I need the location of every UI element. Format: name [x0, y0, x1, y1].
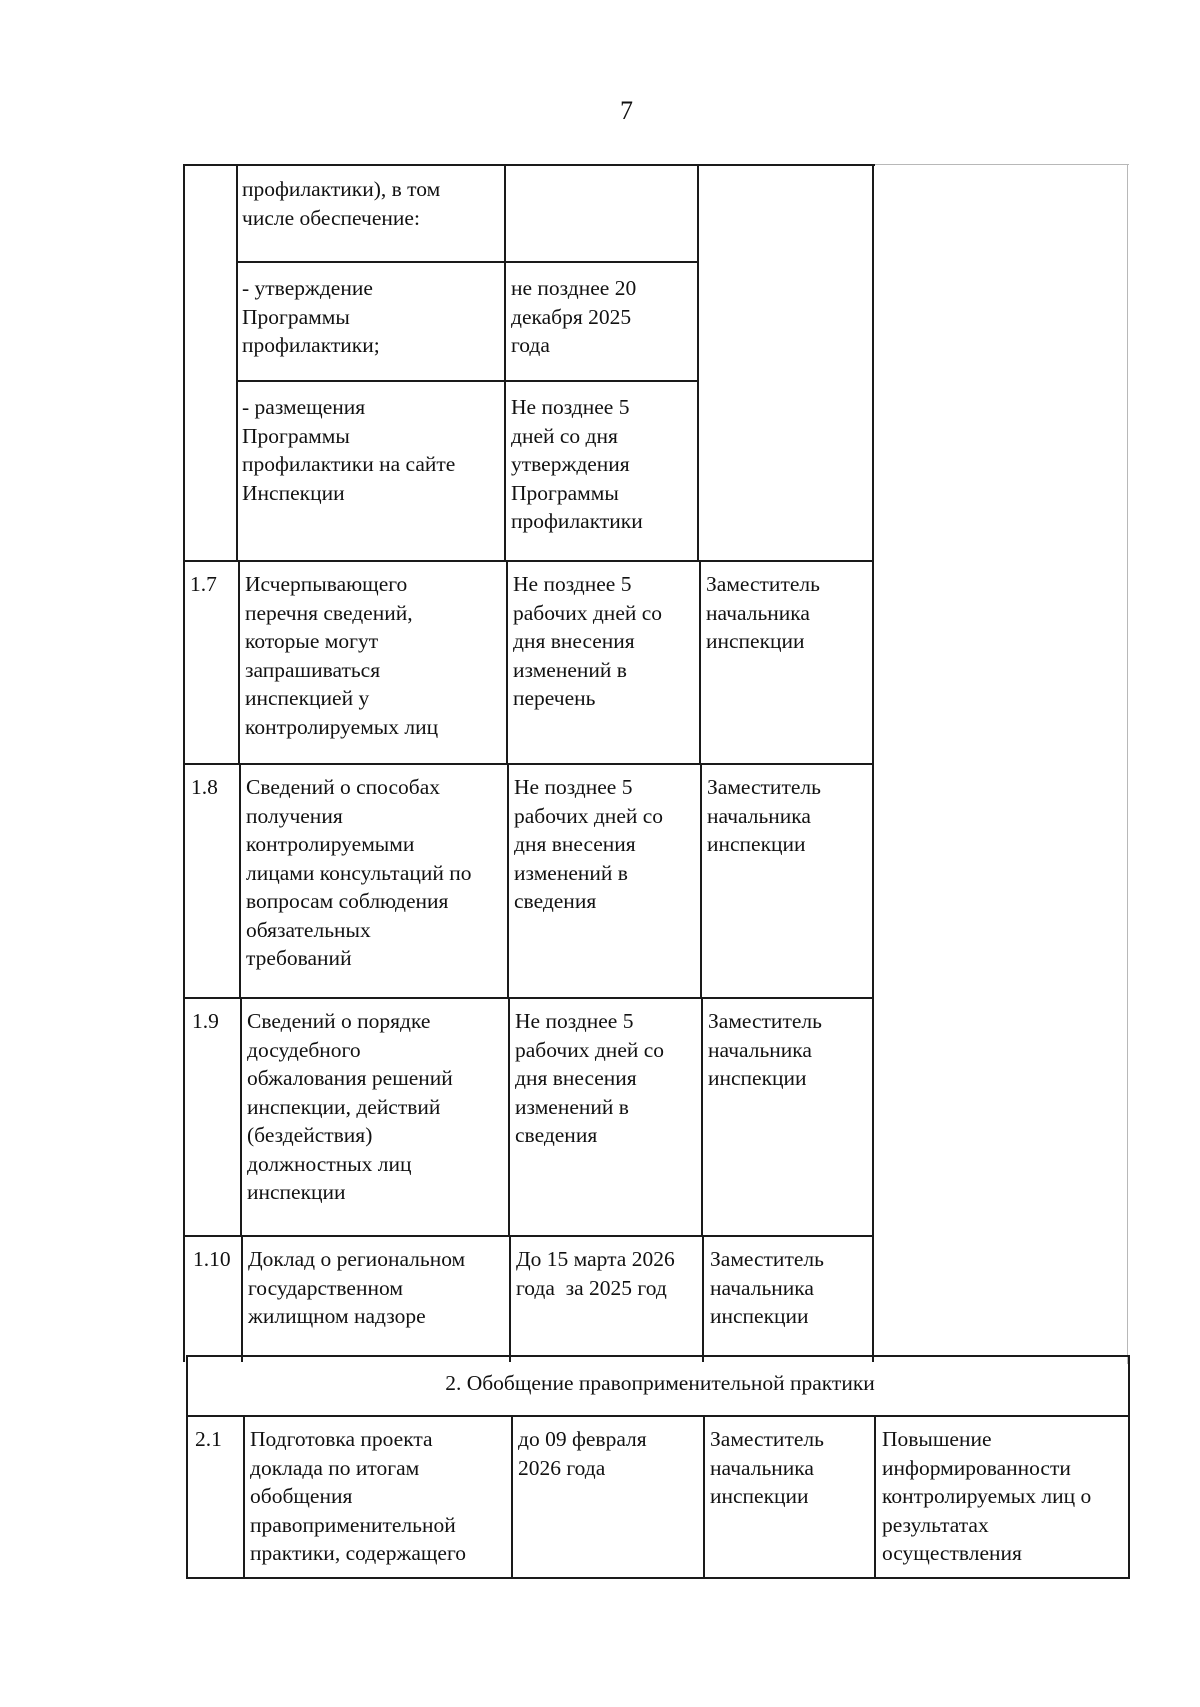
- row-number: 1.7: [190, 572, 217, 596]
- responsible-cell: Заместитель начальника инспекции: [707, 775, 821, 856]
- row-number: 1.9: [192, 1009, 219, 1033]
- activity-cell: Сведений о способах получения контролируемыми лицами консультаций по вопросам соблюдения обязательных требований: [246, 775, 472, 970]
- row-number: 1.8: [191, 775, 218, 799]
- deadline-cell: Не позднее 5 рабочих дней со дня внесения изменений в сведения: [515, 1009, 665, 1147]
- activity-cell: - утверждение Программы профилактики;: [242, 276, 380, 357]
- row-number: 1.10: [193, 1247, 231, 1271]
- activity-cell: Сведений о порядке досудебного обжалования решений инспекции, действий (бездействия) должностных лиц инспекции: [247, 1009, 453, 1204]
- responsible-cell: Заместитель начальника инспекции: [708, 1009, 822, 1090]
- responsible-cell: Заместитель начальника инспекции: [710, 1247, 824, 1328]
- activity-cell: - размещения Программы профилактики на сайте Инспекции: [242, 395, 456, 505]
- page-number: 7: [620, 96, 633, 125]
- result-cell: Повышение информированности контролируемых лиц о результатах осуществления: [882, 1427, 1092, 1565]
- deadline-cell: до 09 февраля 2026 года: [518, 1427, 647, 1480]
- row-number: 2.1: [195, 1427, 222, 1451]
- responsible-cell: Заместитель начальника инспекции: [706, 572, 820, 653]
- deadline-cell: Не позднее 5 дней со дня утверждения Программы профилактики: [511, 395, 643, 533]
- activity-cell: Исчерпывающего перечня сведений, которые могут запрашиваться инспекцией у контролируемых лиц: [245, 572, 439, 739]
- activity-cell: профилактики), в том числе обеспечение:: [242, 177, 441, 230]
- deadline-cell: не позднее 20 декабря 2025 года: [511, 276, 637, 357]
- responsible-cell: Заместитель начальника инспекции: [710, 1427, 824, 1508]
- deadline-cell: До 15 марта 2026 года за 2025 год: [516, 1247, 675, 1300]
- section-2-title: 2. Обобщение правоприменительной практики: [445, 1371, 875, 1395]
- activity-cell: Доклад о региональном государственном жилищном надзоре: [248, 1247, 466, 1328]
- deadline-cell: Не позднее 5 рабочих дней со дня внесения изменений в перечень: [513, 572, 663, 710]
- deadline-cell: Не позднее 5 рабочих дней со дня внесения изменений в сведения: [514, 775, 664, 913]
- activity-cell: Подготовка проекта доклада по итогам обобщения правоприменительной практики, содержащего: [250, 1427, 466, 1565]
